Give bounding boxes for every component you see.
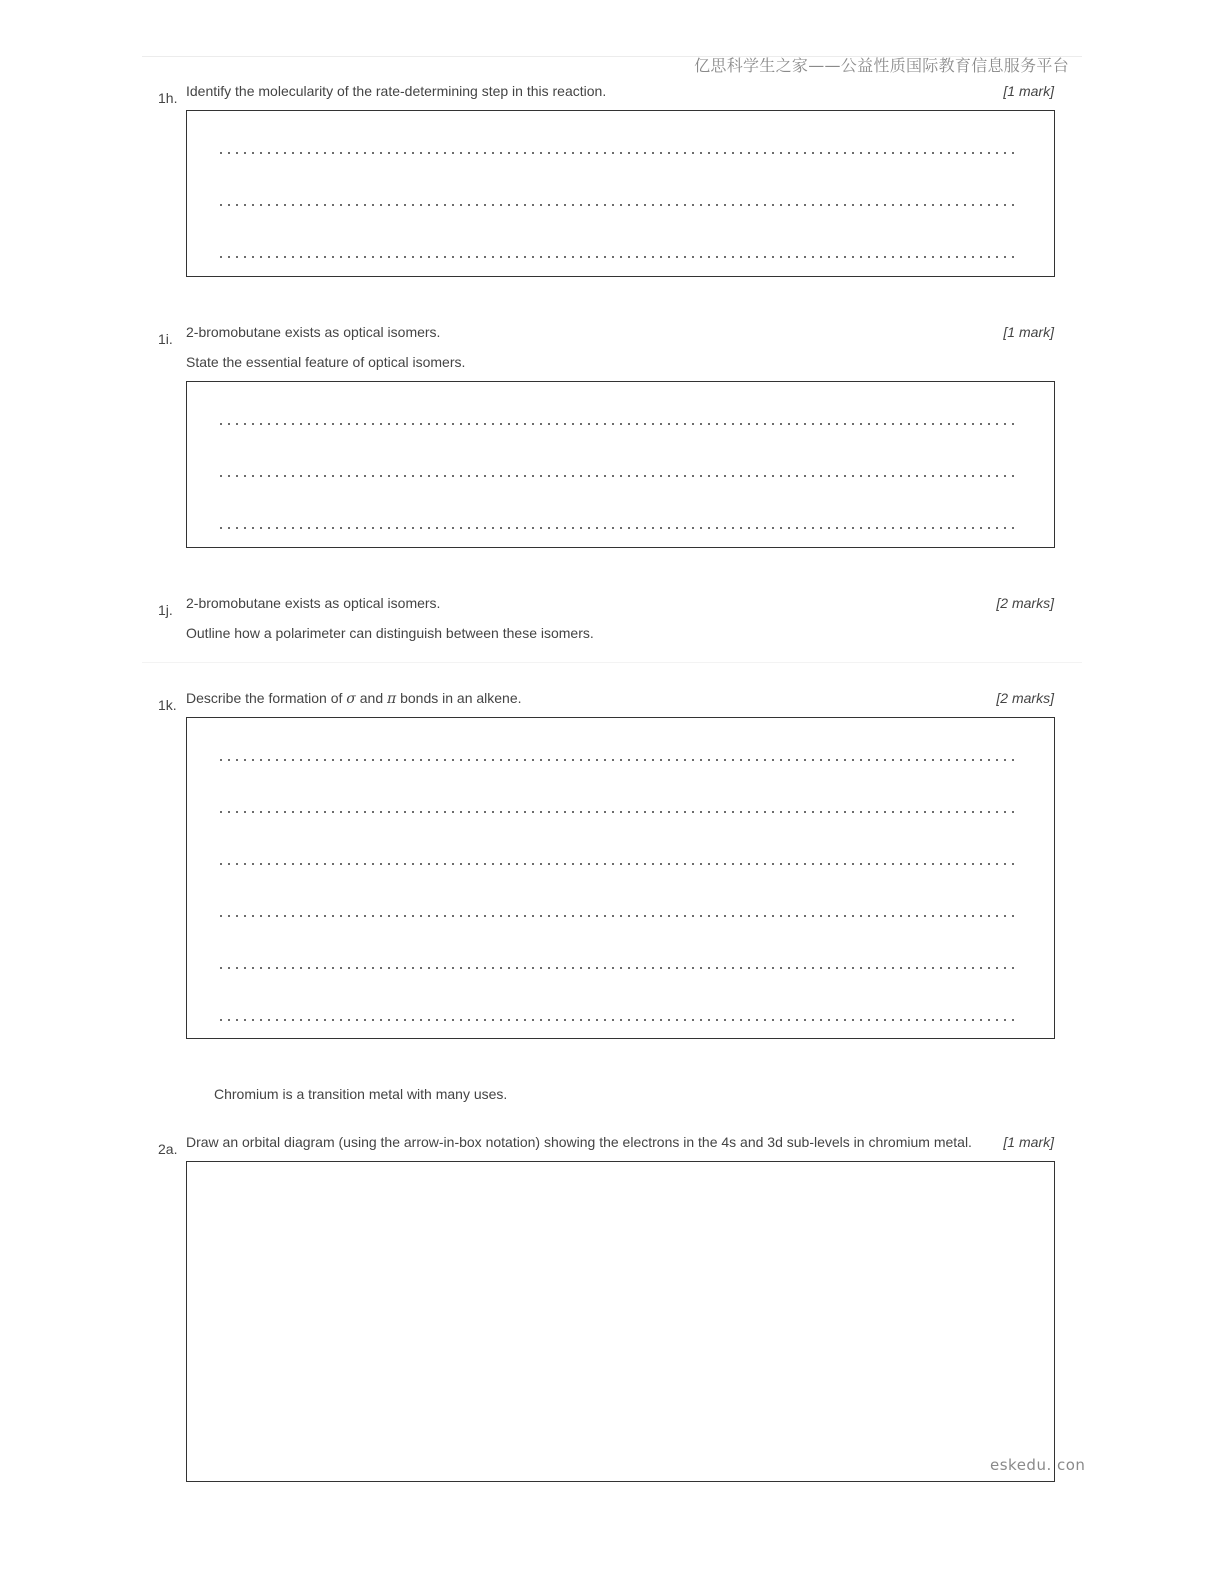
question-text-2a: Draw an orbital diagram (using the arrow-in-box notation) showing the electrons in the 4s and 3d sub-levels in chromium metal.: [186, 1134, 972, 1150]
watermark-bottom: eskedu. con: [990, 1456, 1086, 1474]
marks-2a: [1 mark]: [1003, 1134, 1054, 1150]
watermark-top: 亿思科学生之家——公益性质国际教育信息服务平台: [694, 56, 1069, 75]
answer-box-1i[interactable]: [186, 381, 1055, 548]
question-text-1k-part3: bonds in an alkene.: [396, 690, 522, 706]
answer-line: [217, 152, 1018, 154]
answer-line: [217, 423, 1018, 425]
answer-line: [217, 204, 1018, 206]
question-text-1h: Identify the molecularity of the rate-determining step in this reaction.: [186, 83, 607, 99]
question-number-1h: 1h.: [158, 90, 178, 106]
question-number-2a: 2a.: [158, 1141, 178, 1157]
question-text-1k: [186, 690, 522, 707]
marks-1k: [2 marks]: [996, 690, 1054, 706]
marks-1j: [2 marks]: [996, 595, 1054, 611]
page-break-divider: [142, 662, 1082, 663]
marks-1h: [1 mark]: [1003, 83, 1054, 99]
answer-line: [217, 863, 1018, 865]
question-number-1i: 1i.: [158, 331, 173, 347]
question-subtext-1j: Outline how a polarimeter can distinguish between these isomers.: [186, 625, 594, 641]
question-text-1k-part2: and: [355, 690, 387, 706]
answer-box-2a[interactable]: [186, 1161, 1055, 1482]
answer-line: [217, 1019, 1018, 1021]
sigma-symbol: σ: [346, 691, 356, 707]
question-text-1k-part1: Describe the formation of: [186, 690, 347, 706]
answer-box-1h[interactable]: [186, 110, 1055, 277]
question-number-1k: 1k.: [158, 697, 177, 713]
question-2-intro: Chromium is a transition metal with many uses.: [214, 1086, 508, 1102]
question-number-1j: 1j.: [158, 602, 173, 618]
marks-1i: [1 mark]: [1003, 324, 1054, 340]
answer-line: [217, 811, 1018, 813]
answer-line: [217, 256, 1018, 258]
answer-line: [217, 759, 1018, 761]
pi-symbol: π: [387, 691, 397, 707]
question-subtext-1i: State the essential feature of optical isomers.: [186, 354, 466, 370]
answer-line: [217, 475, 1018, 477]
answer-line: [217, 527, 1018, 529]
answer-line: [217, 915, 1018, 917]
answer-line: [217, 967, 1018, 969]
answer-box-1k[interactable]: [186, 717, 1055, 1039]
question-text-1j: 2-bromobutane exists as optical isomers.: [186, 595, 441, 611]
question-text-1i: 2-bromobutane exists as optical isomers.: [186, 324, 441, 340]
